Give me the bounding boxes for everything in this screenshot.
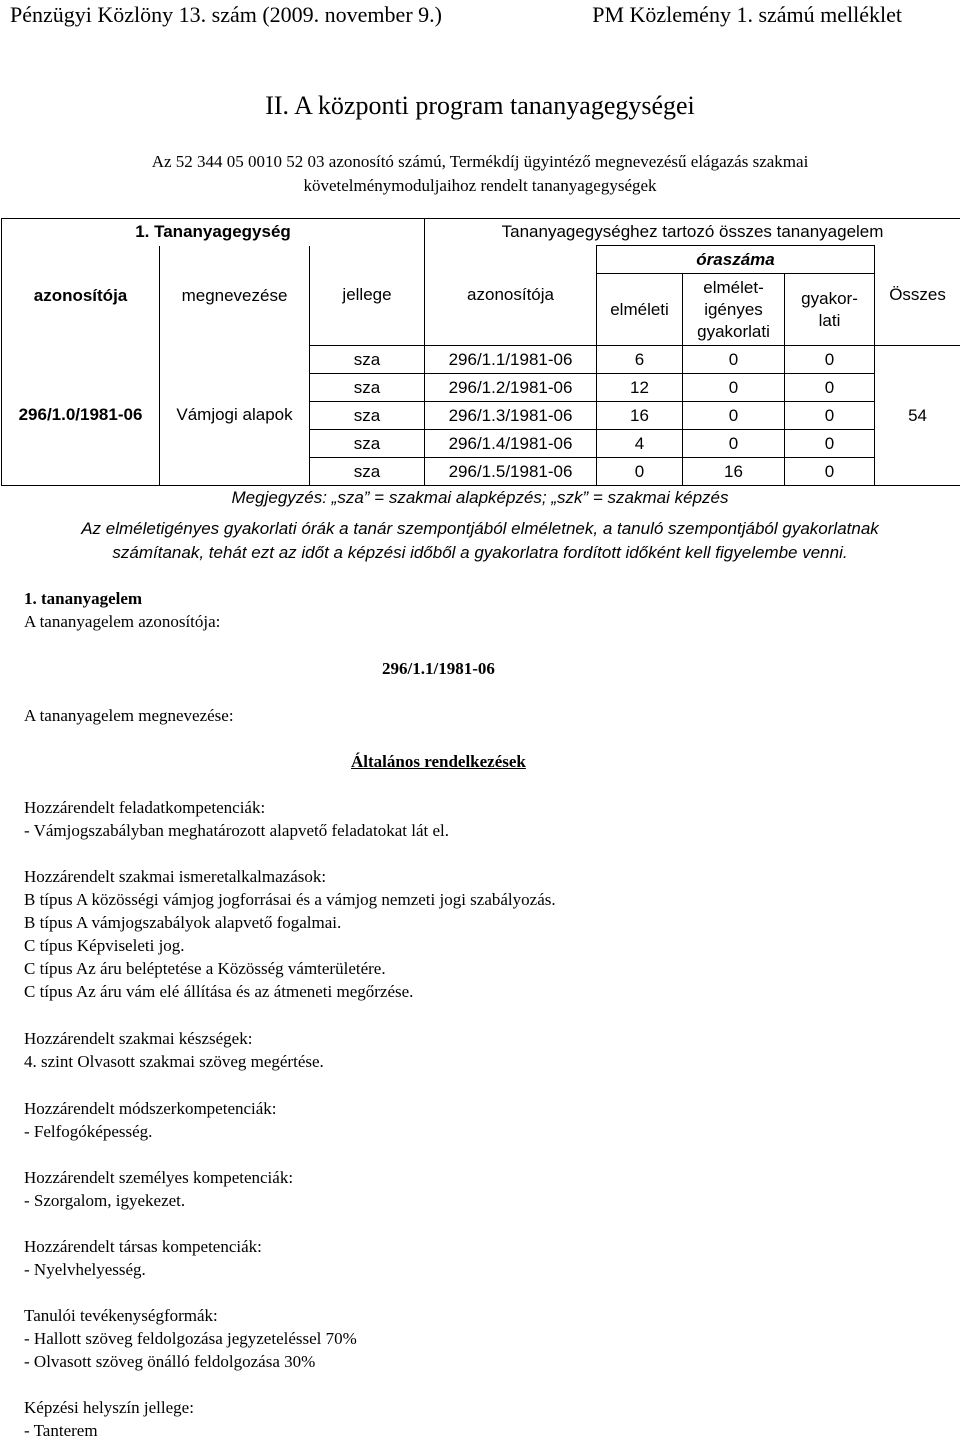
row-theory: 12	[597, 374, 683, 402]
row-practice: 0	[785, 374, 875, 402]
section-heading: Hozzárendelt módszerkompetenciák:	[24, 1097, 277, 1120]
header-publication: Pénzügyi Közlöny 13. szám (2009. november 9.)	[10, 2, 442, 28]
explanation-line: Az elméletigényes gyakorlati órák a tanár szempontjából elméletnek, a tanuló szempontjából gyakorlatnak	[10, 517, 950, 541]
table-note: Megjegyzés: „sza” = szakmai alapképzés; „szk” = szakmai képzés	[0, 488, 960, 508]
row-theory-practice: 0	[683, 402, 785, 430]
section-line: - Felfogóképesség.	[24, 1120, 277, 1143]
section-heading: Hozzárendelt személyes kompetenciák:	[24, 1166, 293, 1189]
section-heading: Hozzárendelt társas kompetenciák:	[24, 1235, 262, 1258]
row-theory: 0	[597, 458, 683, 486]
element-id-label: A tananyagelem azonosítója:	[24, 610, 220, 633]
section-line: - Nyelvhelyesség.	[24, 1258, 262, 1281]
row-element-id: 296/1.5/1981-06	[425, 458, 597, 486]
row-theory: 16	[597, 402, 683, 430]
intro-line: követelménymoduljaihoz rendelt tananyagegységek	[0, 174, 960, 198]
section-line: - Olvasott szöveg önálló feldolgozása 30%	[24, 1350, 357, 1373]
section-heading: Hozzárendelt feladatkompetenciák:	[24, 796, 449, 819]
section-line: C típus Az áru beléptetése a Közösség vámterületére.	[24, 957, 556, 980]
section-task-competencies	[24, 796, 449, 842]
section-personal-competencies	[24, 1166, 293, 1212]
row-practice: 0	[785, 402, 875, 430]
row-theory-practice: 0	[683, 346, 785, 374]
row-element-id: 296/1.2/1981-06	[425, 374, 597, 402]
row-theory-practice: 16	[683, 458, 785, 486]
row-theory: 6	[597, 346, 683, 374]
row-element-id: 296/1.3/1981-06	[425, 402, 597, 430]
explanation-paragraph	[10, 517, 950, 565]
section-heading: Hozzárendelt szakmai készségek:	[24, 1027, 324, 1050]
row-type: sza	[310, 430, 425, 458]
section-social-competencies	[24, 1235, 262, 1281]
section-knowledge	[24, 865, 556, 1003]
element-name-value: Általános rendelkezések	[351, 750, 526, 773]
section-line: - Vámjogszabályban meghatározott alapvető feladatokat lát el.	[24, 819, 449, 842]
section-method-competencies	[24, 1097, 277, 1143]
intro-paragraph	[0, 150, 960, 198]
section-line: 4. szint Olvasott szakmai szöveg megértése.	[24, 1050, 324, 1073]
section-line: - Szorgalom, igyekezet.	[24, 1189, 293, 1212]
row-practice: 0	[785, 458, 875, 486]
col-practice: gyakor- lati	[785, 274, 875, 346]
col-unit-id: azonosítója	[2, 246, 160, 346]
table-row	[2, 346, 960, 374]
section-skills	[24, 1027, 324, 1073]
section-training-venue	[24, 1396, 194, 1442]
row-theory-practice: 0	[683, 374, 785, 402]
elements-header: Tananyagegységhez tartozó összes tananyagelem	[425, 219, 960, 246]
unit-name: Vámjogi alapok	[160, 346, 310, 486]
col-unit-name: megnevezése	[160, 246, 310, 346]
row-type: sza	[310, 346, 425, 374]
page-title: II. A központi program tananyagegységei	[0, 91, 960, 121]
row-theory: 4	[597, 430, 683, 458]
section-heading: Képzési helyszín jellege:	[24, 1396, 194, 1419]
section-heading: Hozzárendelt szakmai ismeretalkalmazások:	[24, 865, 556, 888]
row-type: sza	[310, 458, 425, 486]
header-annex: PM Közlemény 1. számú melléklet	[592, 2, 902, 28]
section-heading: Tanulói tevékenységformák:	[24, 1304, 357, 1327]
row-theory-practice: 0	[683, 430, 785, 458]
section-line: C típus Az áru vám elé állítása és az átmeneti megőrzése.	[24, 980, 556, 1003]
col-theory: elméleti	[597, 274, 683, 346]
row-element-id: 296/1.1/1981-06	[425, 346, 597, 374]
col-type: jellege	[310, 246, 425, 346]
row-practice: 0	[785, 346, 875, 374]
element-heading: 1. tananyagelem	[24, 587, 142, 610]
section-line: - Hallott szöveg feldolgozása jegyzeteléssel 70%	[24, 1327, 357, 1350]
hours-header: óraszáma	[597, 246, 875, 274]
unit-total: 54	[875, 346, 960, 486]
unit-id: 296/1.0/1981-06	[2, 346, 160, 486]
col-element-id: azonosítója	[425, 246, 597, 346]
element-name-label: A tananyagelem megnevezése:	[24, 704, 234, 727]
section-line: - Tanterem	[24, 1419, 194, 1442]
row-type: sza	[310, 402, 425, 430]
section-line: C típus Képviseleti jog.	[24, 934, 556, 957]
intro-line: Az 52 344 05 0010 52 03 azonosító számú, Termékdíj ügyintéző megnevezésű elágazás szakmai	[0, 150, 960, 174]
unit-table	[1, 218, 960, 486]
row-type: sza	[310, 374, 425, 402]
section-line: B típus A közösségi vámjog jogforrásai és a vámjog nemzeti jogi szabályozás.	[24, 888, 556, 911]
row-element-id: 296/1.4/1981-06	[425, 430, 597, 458]
section-line: B típus A vámjogszabályok alapvető fogalmai.	[24, 911, 556, 934]
element-id-value: 296/1.1/1981-06	[382, 657, 495, 680]
col-theory-practice: elmélet- igényes gyakorlati	[683, 274, 785, 346]
explanation-line: számítanak, tehát ezt az időt a képzési időből a gyakorlatra fordított időként kell figyelembe venni.	[10, 541, 950, 565]
section-activity-forms	[24, 1304, 357, 1373]
row-practice: 0	[785, 430, 875, 458]
col-total: Összes	[875, 246, 960, 346]
unit-header: 1. Tananyagegység	[2, 219, 425, 246]
